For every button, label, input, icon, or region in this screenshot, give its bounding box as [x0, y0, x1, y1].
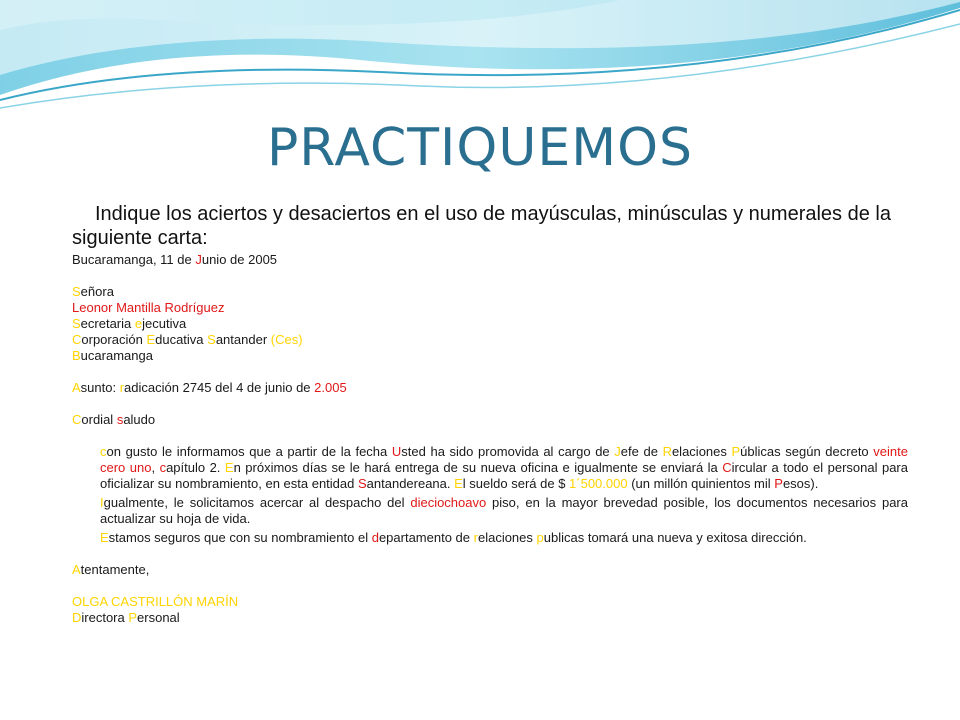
text-run: ircular a todo el personal para oficializar su nombramiento, en esta entidad — [100, 460, 908, 491]
text-run: orporación — [81, 332, 147, 347]
text-run: p — [536, 530, 544, 545]
text-run: U — [391, 444, 402, 459]
text-run: apítulo 2. — [166, 460, 225, 475]
letter-subject — [72, 380, 908, 396]
letter-greeting — [72, 412, 908, 428]
text-run: adicación 2745 del 4 de junio de — [124, 380, 315, 395]
text-run: I — [100, 495, 104, 510]
text-run: E — [454, 476, 463, 491]
letter-date — [72, 252, 908, 268]
text-run: ucaramanga — [80, 348, 153, 363]
text-run: P — [731, 444, 741, 459]
text-run: S — [72, 284, 81, 299]
text-run: d — [371, 530, 379, 545]
text-run: n próximos días se le hará entrega de su nueva oficina e igualmente se enviará la — [233, 460, 723, 475]
text-run: r — [473, 530, 478, 545]
text-run: r — [119, 380, 125, 395]
text-run: antander — [215, 332, 271, 347]
text-run: S — [357, 476, 367, 491]
text-run: ordial — [81, 412, 117, 427]
text-run: eñora — [80, 284, 114, 299]
text-run: jecutiva — [142, 316, 187, 331]
letter-paragraph-2 — [72, 495, 908, 527]
signer-position — [72, 610, 908, 626]
text-run: gualmente, le solicitamos acercar al despacho del — [103, 495, 411, 510]
text-run: piso, en la mayor brevedad posible, los documentos necesarios para actualizar su hoja de vida. — [100, 495, 908, 526]
text-run: J — [614, 444, 621, 459]
text-run: 2.005 — [314, 380, 347, 395]
text-run: epartamento de — [378, 530, 474, 545]
recipient-name — [72, 300, 908, 316]
text-run: R — [662, 444, 672, 459]
text-run: C — [72, 332, 82, 347]
text-run: C — [722, 460, 732, 475]
text-run: aludo — [123, 412, 156, 427]
text-run: s — [116, 412, 124, 427]
text-run: irectora — [81, 610, 129, 625]
text-run: P — [128, 610, 138, 625]
text-run: P — [774, 476, 783, 491]
text-run: sted ha sido promovida al cargo de — [401, 444, 615, 459]
text-run: esos). — [782, 476, 819, 491]
text-run: veinte cero uno — [100, 444, 908, 475]
text-run: E — [224, 460, 234, 475]
signer-name — [72, 594, 908, 610]
page-title: PRACTIQUEMOS — [266, 118, 694, 178]
text-run: c — [100, 444, 107, 459]
instructions-text: Indique los aciertos y desaciertos en el uso de mayúsculas, minúsculas y numerales de la siguiente carta: — [72, 203, 891, 249]
text-run: A — [72, 380, 81, 395]
recipient-title — [72, 284, 908, 300]
letter-paragraph-1 — [72, 444, 908, 492]
text-run: l sueldo será de $ — [462, 476, 570, 491]
text-run: S — [207, 332, 216, 347]
text-run: elaciones — [671, 444, 732, 459]
text-run: OLGA CASTRILLÓN MARÍN — [72, 594, 239, 609]
text-run: S — [72, 316, 81, 331]
text-run: ersonal — [137, 610, 180, 625]
text-run: stamos seguros que con su nombramiento el — [108, 530, 372, 545]
text-run: E — [146, 332, 156, 347]
text-run: úblicas según decreto — [740, 444, 874, 459]
letter-closing — [72, 562, 908, 578]
text-run: c — [159, 460, 167, 475]
text-run: , — [151, 460, 160, 475]
text-run: sunto: — [80, 380, 120, 395]
text-run: 1´500.000 — [569, 476, 628, 491]
text-run: antandereana. — [366, 476, 455, 491]
text-run: dieciochoavo — [410, 495, 487, 510]
text-run: (un millón quinientos mil — [627, 476, 775, 491]
text-run: ublicas tomará una nueva y exitosa dirección. — [543, 530, 807, 545]
text-run: unio de 2005 — [201, 252, 278, 267]
text-run: (Ces) — [270, 332, 303, 347]
recipient-company — [72, 332, 908, 348]
text-run: Leonor Mantilla Rodríguez — [72, 300, 225, 315]
text-run: J — [195, 252, 202, 267]
text-run: e — [134, 316, 143, 331]
text-run: A — [72, 562, 81, 577]
text-run: tentamente, — [80, 562, 150, 577]
text-run: elaciones — [477, 530, 537, 545]
text-run: efe de — [620, 444, 663, 459]
text-run: Bucaramanga, 11 de — [72, 252, 196, 267]
text-run: ecretaria — [80, 316, 135, 331]
text-run: ducativa — [155, 332, 208, 347]
text-run: B — [72, 348, 81, 363]
header-wave-decoration — [0, 0, 960, 120]
letter-body — [72, 252, 908, 626]
recipient-city — [72, 348, 908, 364]
recipient-position — [72, 316, 908, 332]
text-run: C — [72, 412, 82, 427]
text-run: D — [72, 610, 82, 625]
letter-paragraph-3 — [72, 530, 908, 546]
text-run: E — [100, 530, 109, 545]
text-run: on gusto le informamos que a partir de la fecha — [106, 444, 392, 459]
